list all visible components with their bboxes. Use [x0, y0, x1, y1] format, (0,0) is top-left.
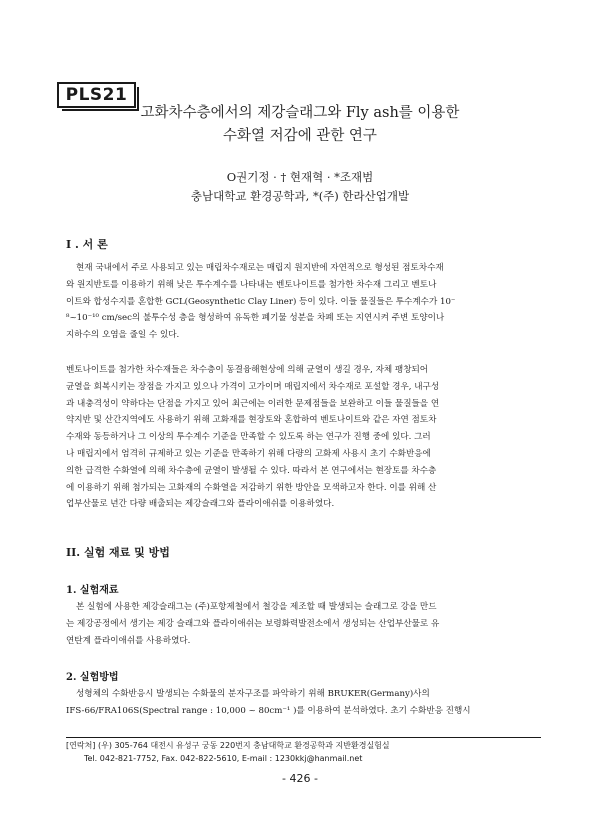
text-line: 수재와 동등하거나 그 이상의 투수계수 기준을 만족할 수 있도록 하는 연구가 진행 중에 있다. 그러: [66, 432, 431, 443]
methods-paragraph: [66, 686, 536, 720]
text-line: 연탄계 플라이애쉬를 사용하였다.: [66, 635, 191, 646]
text-line: 업부산물로 년간 다량 배출되는 제강슬래그와 플라이애쉬를 이용하였다.: [66, 499, 335, 510]
footer-contact-phone-email: Tel. 042-821-7752, Fax. 042-822-5610, E-mail : 1230kkj@hanmail.net: [84, 754, 363, 763]
intro-paragraph-1: [66, 260, 536, 344]
paper-title-line1: 고화차수층에서의 제강슬래그와 Fly ash를 이용한: [140, 105, 460, 121]
text-line: 나 매립지에서 엄격히 규제하고 있는 기준을 만족하기 위해 다량의 고화제 사용시 초기 수화반응에: [66, 448, 431, 459]
text-line: 지하수의 오염을 줄일 수 있다.: [66, 330, 180, 341]
text-line: 균열을 회복시키는 장점을 가지고 있으나 가격이 고가이며 매립지에서 차수재로 포설할 경우, 내구성: [66, 381, 440, 392]
footer-divider: [66, 737, 541, 738]
paper-title-line2: 수화열 저감에 관한 연구: [223, 128, 377, 144]
intro-paragraph-2: [66, 362, 536, 513]
text-line: IFS-66/FRA106S(Spectral range : 10,000 ~ 80cm⁻¹ )를 이용하여 분석하였다. 초기 수화반응 진행시: [66, 705, 471, 716]
materials-paragraph: [66, 599, 536, 649]
footer-contact-address: [연락처] (우) 305-764 대전시 유성구 궁동 220번지 충남대학교 환경공학과 지반환경실험실: [66, 741, 390, 750]
text-line: 약지반 및 산간지역에도 사용하기 위해 고화재를 현장토와 혼합하여 벤토나이트와 같은 자연 점토차: [66, 415, 437, 426]
text-line: 벤토나이트를 첨가한 차수재들은 차수층이 동결융해현상에 의해 균열이 생길 경우, 자체 팽창되어: [66, 365, 429, 375]
text-line: 과 내충격성이 약하다는 단점을 가지고 있어 최근에는 이러한 문제점들을 보완하고 이들 물질들을 연: [66, 398, 440, 409]
author-affiliation: 충남대학교 환경공학과, *(주) 한라산업개발: [190, 189, 410, 203]
page-number: - 426 -: [282, 772, 318, 785]
text-line: 현재 국내에서 주로 사용되고 있는 매립차수재로는 매립지 원지반에 자연적으로 형성된 점토차수재: [76, 263, 444, 273]
section-heading-materials-methods: II. 실험 재료 및 방법: [66, 546, 170, 559]
text-line: 본 실험에 사용한 제강슬래그는 (주)포항제철에서 철강을 제조할 때 발생되는 슬래그로 강을 만드: [76, 602, 437, 612]
text-line: 는 제강공정에서 생기는 제강 슬래그와 플라이애쉬는 보령화력발전소에서 생성되는 산업부산물로 유: [66, 618, 440, 629]
text-line: 에 이용하기 위해 첨가되는 고화재의 수화열을 저감하기 위한 방안을 모색하고자 한다. 이를 위해 산: [66, 482, 437, 493]
subsection-heading-materials: 1. 실험재료: [66, 585, 119, 596]
text-line: ⁸~10⁻¹⁰ cm/sec의 불투수성 층을 형성하여 유독한 폐기물 성분을 차폐 또는 지연시켜 주변 토양이나: [66, 313, 445, 324]
text-line: 와 원지반토를 이용하기 위해 낮은 투수계수를 나타내는 벤토나이트를 첨가한 차수재 그리고 벤토나: [66, 279, 437, 290]
session-code-box: PLS21: [57, 82, 136, 108]
subsection-heading-methods: 2. 실험방법: [66, 672, 119, 683]
text-line: 의한 급격한 수화열에 의해 차수층에 균열이 발생될 수 있다. 따라서 본 연구에서는 현장토를 차수층: [66, 465, 437, 476]
text-line: 이트와 합성수지를 혼합한 GCL(Geosynthetic Clay Liner) 등이 있다. 이들 물질들은 투수계수가 10⁻: [66, 296, 456, 307]
text-line: 성형체의 수화반응시 발생되는 수화물의 분자구조를 파악하기 위해 BRUKER(Germany)사의: [76, 689, 430, 699]
section-heading-introduction: I . 서 론: [66, 238, 108, 251]
author-list: O권기정 · † 현재혁 · *조재범: [226, 170, 374, 184]
